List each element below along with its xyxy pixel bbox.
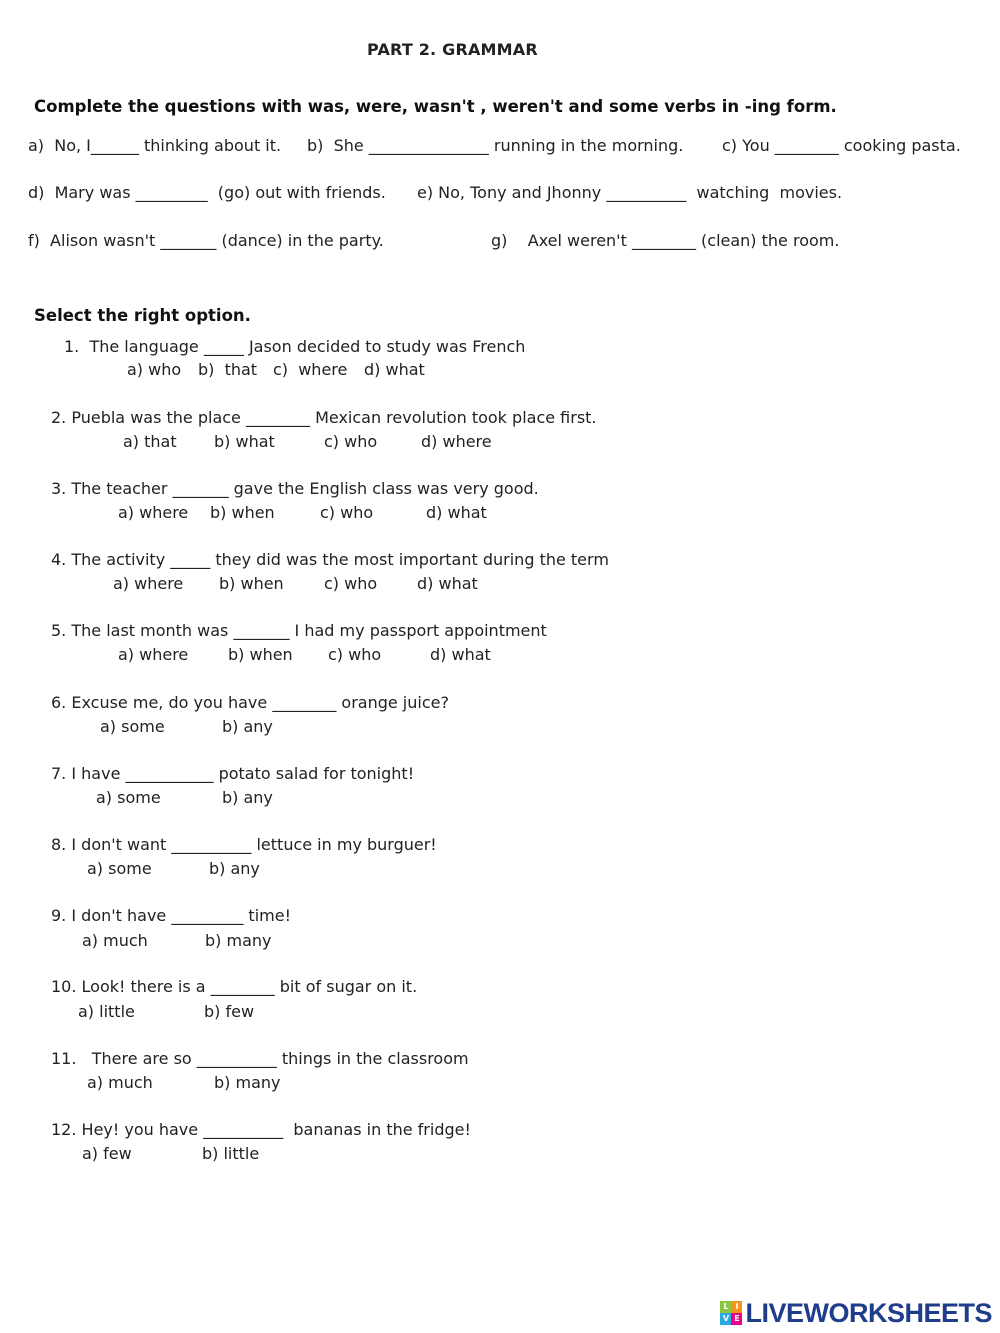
- q5-option-c[interactable]: c) who: [328, 645, 382, 664]
- q3-option-d[interactable]: d) what: [426, 503, 487, 522]
- q1-option-d[interactable]: d) what: [364, 360, 425, 379]
- q8-option-a[interactable]: a) some: [87, 859, 152, 878]
- question-11: 11. There are so __________ things in the classroom: [51, 1049, 469, 1068]
- section2-instruction: Select the right option.: [34, 306, 251, 325]
- logo-letter-v: V: [720, 1313, 731, 1325]
- q9-option-a[interactable]: a) much: [82, 931, 148, 950]
- question-7: 7. I have ___________ potato salad for tonight!: [51, 764, 415, 783]
- q1-option-a[interactable]: a) who: [127, 360, 182, 379]
- q10-option-a[interactable]: a) little: [78, 1002, 135, 1021]
- q4-option-a[interactable]: a) where: [113, 574, 184, 593]
- question-3: 3. The teacher _______ gave the English class was very good.: [51, 479, 539, 498]
- fill-item-a: a) No, I______ thinking about it.: [28, 136, 282, 155]
- q5-option-a[interactable]: a) where: [118, 645, 189, 664]
- question-9: 9. I don't have _________ time!: [51, 906, 291, 925]
- q10-option-b[interactable]: b) few: [204, 1002, 255, 1021]
- fill-item-e: e) No, Tony and Jhonny __________ watching movies.: [417, 183, 843, 202]
- question-5: 5. The last month was _______ I had my passport appointment: [51, 621, 547, 640]
- logo-letter-e: E: [731, 1313, 742, 1325]
- q3-option-a[interactable]: a) where: [118, 503, 189, 522]
- question-6: 6. Excuse me, do you have ________ orange juice?: [51, 693, 449, 712]
- question-4: 4. The activity _____ they did was the most important during the term: [51, 550, 609, 569]
- q12-option-a[interactable]: a) few: [82, 1144, 132, 1163]
- q4-option-d[interactable]: d) what: [417, 574, 478, 593]
- q6-option-b[interactable]: b) any: [222, 717, 273, 736]
- q1-option-c[interactable]: c) where: [273, 360, 348, 379]
- q7-option-a[interactable]: a) some: [96, 788, 161, 807]
- fill-item-c: c) You ________ cooking pasta.: [722, 136, 961, 155]
- q3-option-c[interactable]: c) who: [320, 503, 374, 522]
- q2-option-b[interactable]: b) what: [214, 432, 275, 451]
- q8-option-b[interactable]: b) any: [209, 859, 260, 878]
- question-1: 1. The language _____ Jason decided to study was French: [64, 337, 526, 356]
- q1-option-b[interactable]: b) that: [198, 360, 258, 379]
- section1-instruction: Complete the questions with was, were, wasn't , weren't and some verbs in -ing form.: [34, 97, 837, 116]
- question-10: 10. Look! there is a ________ bit of sugar on it.: [51, 977, 418, 996]
- q2-option-c[interactable]: c) who: [324, 432, 378, 451]
- logo-letter-i: I: [731, 1301, 742, 1313]
- q6-option-a[interactable]: a) some: [100, 717, 165, 736]
- q5-option-b[interactable]: b) when: [228, 645, 293, 664]
- question-8: 8. I don't want __________ lettuce in my burguer!: [51, 835, 437, 854]
- q4-option-b[interactable]: b) when: [219, 574, 284, 593]
- logo-text: LIVEWORKSHEETS: [745, 1298, 992, 1328]
- q12-option-b[interactable]: b) little: [202, 1144, 260, 1163]
- logo-icon: [720, 1301, 742, 1325]
- q2-option-d[interactable]: d) where: [421, 432, 492, 451]
- question-2: 2. Puebla was the place ________ Mexican revolution took place first.: [51, 408, 597, 427]
- q2-option-a[interactable]: a) that: [123, 432, 177, 451]
- q11-option-a[interactable]: a) much: [87, 1073, 153, 1092]
- q11-option-b[interactable]: b) many: [214, 1073, 281, 1092]
- q5-option-d[interactable]: d) what: [430, 645, 491, 664]
- page-title: PART 2. GRAMMAR: [367, 40, 538, 59]
- fill-item-b: b) She _______________ running in the morning.: [307, 136, 684, 155]
- question-12: 12. Hey! you have __________ bananas in the fridge!: [51, 1120, 471, 1139]
- fill-item-f: f) Alison wasn't _______ (dance) in the party.: [28, 231, 384, 250]
- fill-item-g: g) Axel weren't ________ (clean) the room.: [491, 231, 840, 250]
- liveworksheets-logo[interactable]: [720, 1298, 992, 1328]
- q7-option-b[interactable]: b) any: [222, 788, 273, 807]
- q9-option-b[interactable]: b) many: [205, 931, 272, 950]
- fill-item-d: d) Mary was _________ (go) out with friends.: [28, 183, 386, 202]
- logo-letter-l: L: [720, 1301, 731, 1313]
- q3-option-b[interactable]: b) when: [210, 503, 275, 522]
- q4-option-c[interactable]: c) who: [324, 574, 378, 593]
